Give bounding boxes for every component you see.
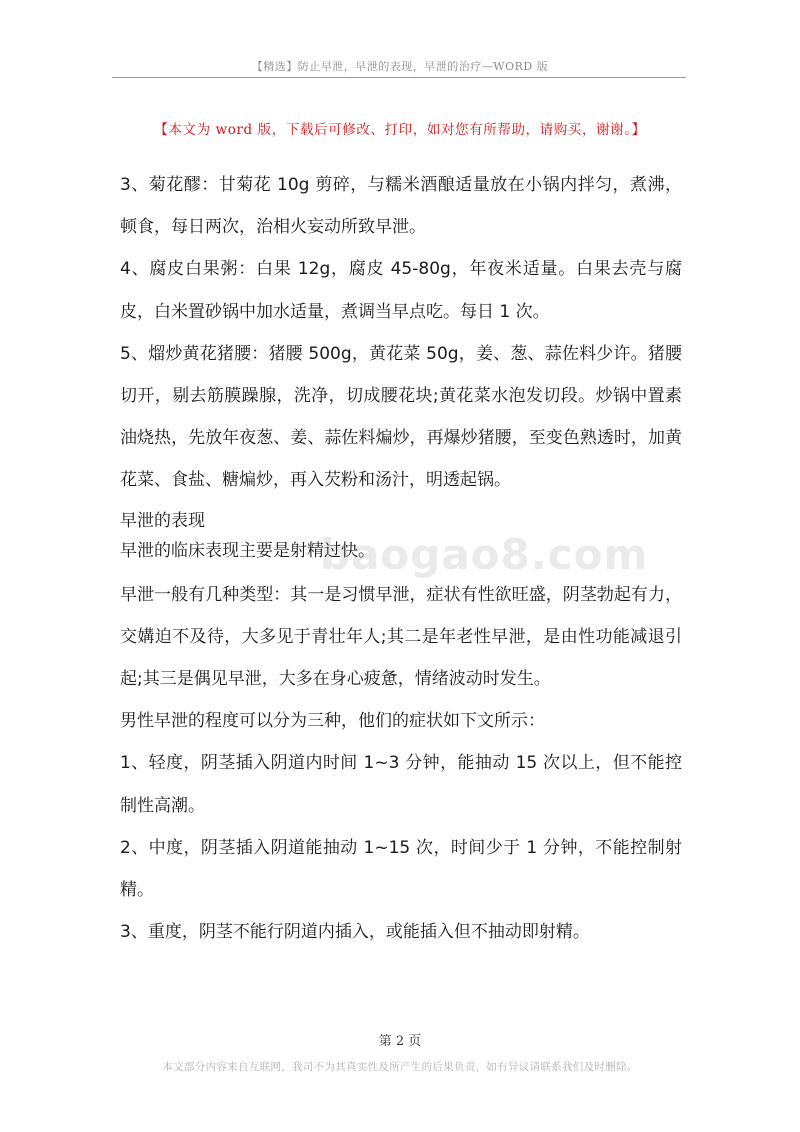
header-divider: [112, 77, 686, 78]
page-number: 第 2 页: [378, 1034, 422, 1049]
page-header: 【精选】防止早泄，早泄的表现，早泄的治疗—WORD 版: [251, 60, 549, 73]
footer-disclaimer: 本文部分内容来自互联网，我司不为其真实性及所产生的后果负责，如有异议请联系我们及时删除。: [162, 1061, 638, 1073]
paragraph-liuchao-huanghua-zhuyao: 5、熘炒黄花猪腰：猪腰 500g，黄花菜 50g，姜、葱、蒜佐料少许。猪腰切开，剔去筋膜躁腺，洗净，切成腰花块;黄花菜水泡发切段。炒锅中置素油烧热，先放年夜葱、姜、蒜佐料煸炒，再爆炒猪腰，至变色熟透时，加黄花菜、食盐、糖煸炒，再入芡粉和汤汁，明透起锅。: [120, 343, 682, 491]
paragraph-degrees-intro: 男性早泄的程度可以分为三种，他们的症状如下文所示：: [120, 711, 545, 732]
list-item-moderate: 2、中度，阴茎插入阴道能抽动 1~15 次，时间少于 1 分钟，不能控制射精。: [120, 837, 682, 901]
document-body: [120, 164, 682, 953]
paragraph-types: 早泄一般有几种类型：其一是习惯早泄，症状有性欲旺盛，阴茎勃起有力，交媾迫不及待，大多见于青壮年人;其二是年老性早泄，是由性功能减退引起;其三是偶见早泄，大多在身心疲惫，情绪波动时发生。: [120, 584, 682, 690]
section-heading-symptoms: 早泄的表现: [120, 510, 205, 531]
list-item-mild: 1、轻度，阴茎插入阴道内时间 1~3 分钟，能抽动 15 次以上，但不能控制性高潮。: [120, 753, 682, 816]
list-item-severe: 3、重度，阴茎不能行阴道内插入，或能插入但不抽动即射精。: [120, 922, 590, 943]
paragraph-clinical-manifestation: 早泄的临床表现主要是射精过快。: [120, 540, 375, 561]
paragraph-juhualao: 3、菊花醪：甘菊花 10g 剪碎，与糯米酒酿适量放在小锅内拌匀，煮沸，顿食，每日两次，治相火妄动所致早泄。: [120, 175, 682, 238]
watermark-logo: baogao8.com: [320, 530, 649, 579]
paragraph-fupi-baiguo-zhou: 4、腐皮白果粥：白果 12g，腐皮 45-80g，年夜米适量。白果去壳与腐皮，白米置砂锅中加水适量，煮调当早点吃。每日 1 次。: [120, 259, 682, 322]
purchase-notice: 【本文为 word 版，下载后可修改、打印，如对您有所帮助，请购买，谢谢。】: [154, 122, 646, 138]
